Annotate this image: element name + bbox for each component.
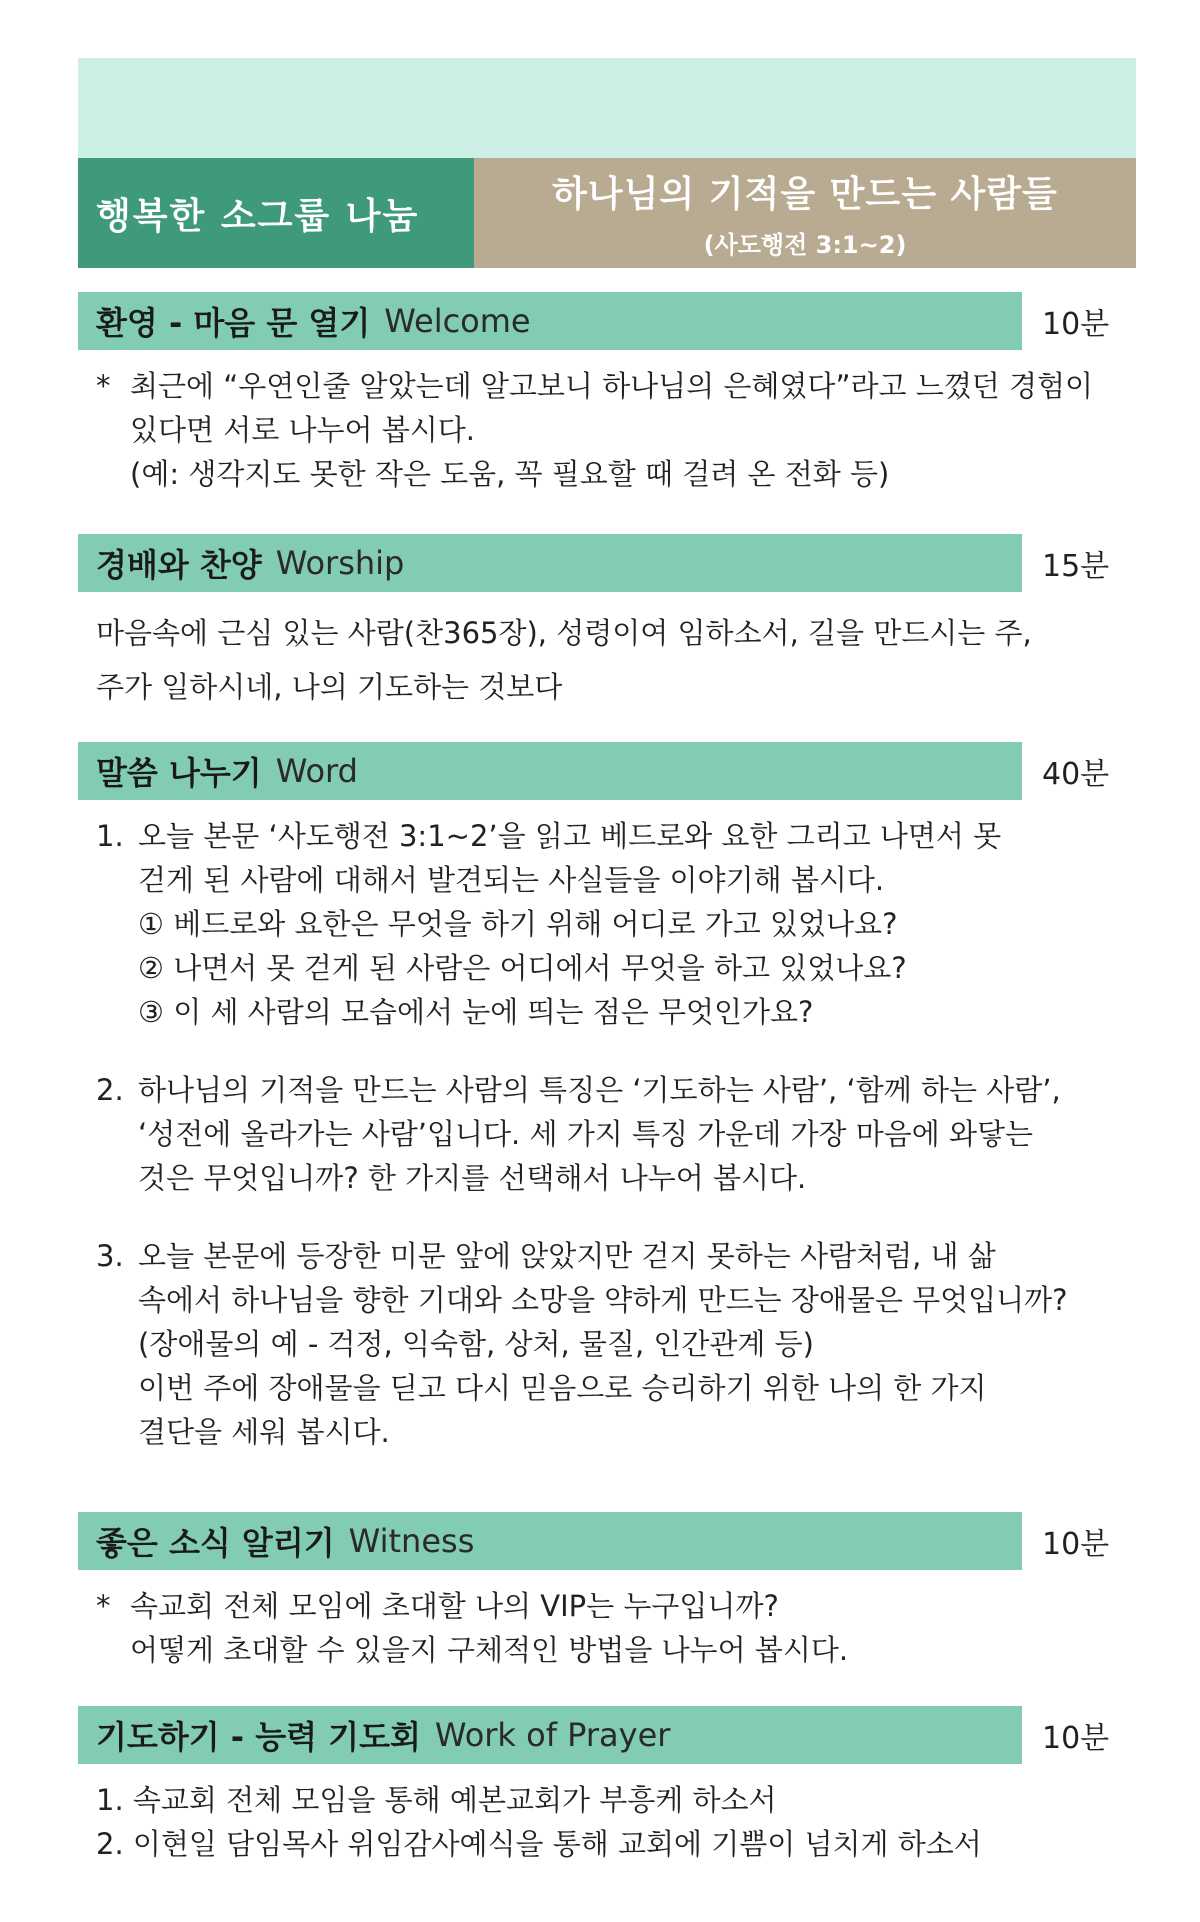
section-title-ko: 말씀 나누기: [96, 754, 262, 792]
section-title-ko: 경배와 찬양: [96, 546, 262, 584]
section-body: [78, 364, 1136, 496]
question-number: 3.: [96, 1239, 124, 1273]
section-witness: [78, 1512, 1136, 1672]
star-content: [130, 364, 1093, 496]
section-bar: [78, 534, 1022, 592]
section-bar: [78, 742, 1022, 800]
left-title: 행복한 소그룹 나눔: [78, 158, 474, 268]
text-line: 이번 주에 장애물을 딛고 다시 믿음으로 승리하기 위한 나의 한 가지: [138, 1371, 987, 1405]
text-line: ③ 이 세 사람의 모습에서 눈에 띄는 점은 무엇인가요?: [138, 995, 814, 1029]
text-line: 마음속에 근심 있는 사람(찬365장), 성령이여 임하소서, 길을 만드시는 주,: [96, 616, 1032, 650]
section-duration: 10분: [1042, 1721, 1110, 1756]
text-line: 걷게 된 사람에 대해서 발견되는 사실들을 이야기해 봅시다.: [138, 863, 885, 897]
question-item: [96, 1234, 1118, 1454]
text-line: 속에서 하나님을 향한 기대와 소망을 약하게 만드는 장애물은 무엇입니까?: [138, 1283, 1068, 1317]
right-title-box: [474, 158, 1136, 268]
section-bar: [78, 292, 1022, 350]
section-body: [78, 606, 1136, 714]
text-line: ‘성전에 올라가는 사람’입니다. 세 가지 특징 가운데 가장 마음에 와닿는: [138, 1117, 1034, 1151]
section-header: [78, 534, 1136, 592]
section-title-en: Welcome: [384, 302, 531, 340]
text-line: 오늘 본문 ‘사도행전 3:1~2’을 읽고 베드로와 요한 그리고 나면서 못: [138, 819, 1002, 853]
text-line: 결단을 세워 봅시다.: [138, 1415, 390, 1449]
section-header: [78, 742, 1136, 800]
section-duration: 10분: [1042, 307, 1110, 342]
question-item: [96, 1068, 1118, 1200]
section-body: [78, 1584, 1136, 1672]
text-line: ② 나면서 못 걷게 된 사람은 어디에서 무엇을 하고 있었나요?: [138, 951, 907, 985]
section-header: [78, 1512, 1136, 1570]
star-item: [96, 364, 1118, 496]
text-line: 어떻게 초대할 수 있을지 구체적인 방법을 나누어 봅시다.: [130, 1633, 849, 1667]
right-subtitle: (사도행전 3:1~2): [703, 231, 907, 259]
text-line: 오늘 본문에 등장한 미문 앞에 앉았지만 걷지 못하는 사람처럼, 내 삶: [138, 1239, 996, 1273]
section-body: [78, 1778, 1136, 1866]
section-title-ko: 좋은 소식 알리기: [96, 1524, 335, 1562]
text-line: 것은 무엇입니까? 한 가지를 선택해서 나누어 봅시다.: [138, 1161, 807, 1195]
right-title: 하나님의 기적을 만드는 사람들: [552, 174, 1058, 215]
section-title-en: Word: [275, 752, 358, 790]
asterisk: *: [96, 1589, 111, 1623]
section-duration: 10분: [1042, 1527, 1110, 1562]
section-welcome: [78, 292, 1136, 496]
star-content: [130, 1584, 848, 1672]
text-line: ① 베드로와 요한은 무엇을 하기 위해 어디로 가고 있었나요?: [138, 907, 898, 941]
section-body: [78, 814, 1136, 1454]
section-title-en: Worship: [275, 544, 405, 582]
star-item: [96, 1584, 1118, 1672]
question-content: [138, 814, 1118, 1034]
section-duration: 40분: [1042, 757, 1110, 792]
section-title-ko: 환영 - 마음 문 열기: [96, 304, 371, 342]
section-duration: 15분: [1042, 549, 1110, 584]
text-line: 하나님의 기적을 만드는 사람의 특징은 ‘기도하는 사람’, ‘함께 하는 사람’,: [138, 1073, 1061, 1107]
question-item: [96, 814, 1118, 1034]
section-bar: [78, 1512, 1022, 1570]
text-line: (예: 생각지도 못한 작은 도움, 꼭 필요할 때 걸려 온 전화 등): [130, 457, 890, 491]
question-number: 2.: [96, 1073, 124, 1107]
title-row: [78, 158, 1136, 268]
section-header: [78, 292, 1136, 350]
section-title-ko: 기도하기 - 능력 기도회: [96, 1718, 421, 1756]
section-header: [78, 1706, 1136, 1764]
section-prayer: [78, 1706, 1136, 1866]
text-line: 최근에 “우연인줄 알았는데 알고보니 하나님의 은혜였다”라고 느꼈던 경험이: [130, 369, 1094, 403]
question-content: [138, 1234, 1118, 1454]
text-line: 속교회 전체 모임에 초대할 나의 VIP는 누구입니까?: [130, 1589, 779, 1623]
header-band: [78, 58, 1136, 158]
asterisk: *: [96, 369, 111, 403]
text-line: 있다면 서로 나누어 봅시다.: [130, 413, 476, 447]
section-word: [78, 742, 1136, 1454]
text-line: (장애물의 예 - 걱정, 익숙함, 상처, 물질, 인간관계 등): [138, 1327, 814, 1361]
section-title-en: Work of Prayer: [434, 1716, 671, 1754]
prayer-item: 2. 이현일 담임목사 위임감사예식을 통해 교회에 기쁨이 넘치게 하소서: [96, 1827, 982, 1861]
question-content: [138, 1068, 1118, 1200]
prayer-item: 1. 속교회 전체 모임을 통해 예본교회가 부흥케 하소서: [96, 1783, 777, 1817]
section-worship: [78, 534, 1136, 714]
question-number: 1.: [96, 819, 124, 853]
section-title-en: Witness: [348, 1522, 475, 1560]
text-line: 주가 일하시네, 나의 기도하는 것보다: [96, 670, 563, 704]
section-bar: [78, 1706, 1022, 1764]
